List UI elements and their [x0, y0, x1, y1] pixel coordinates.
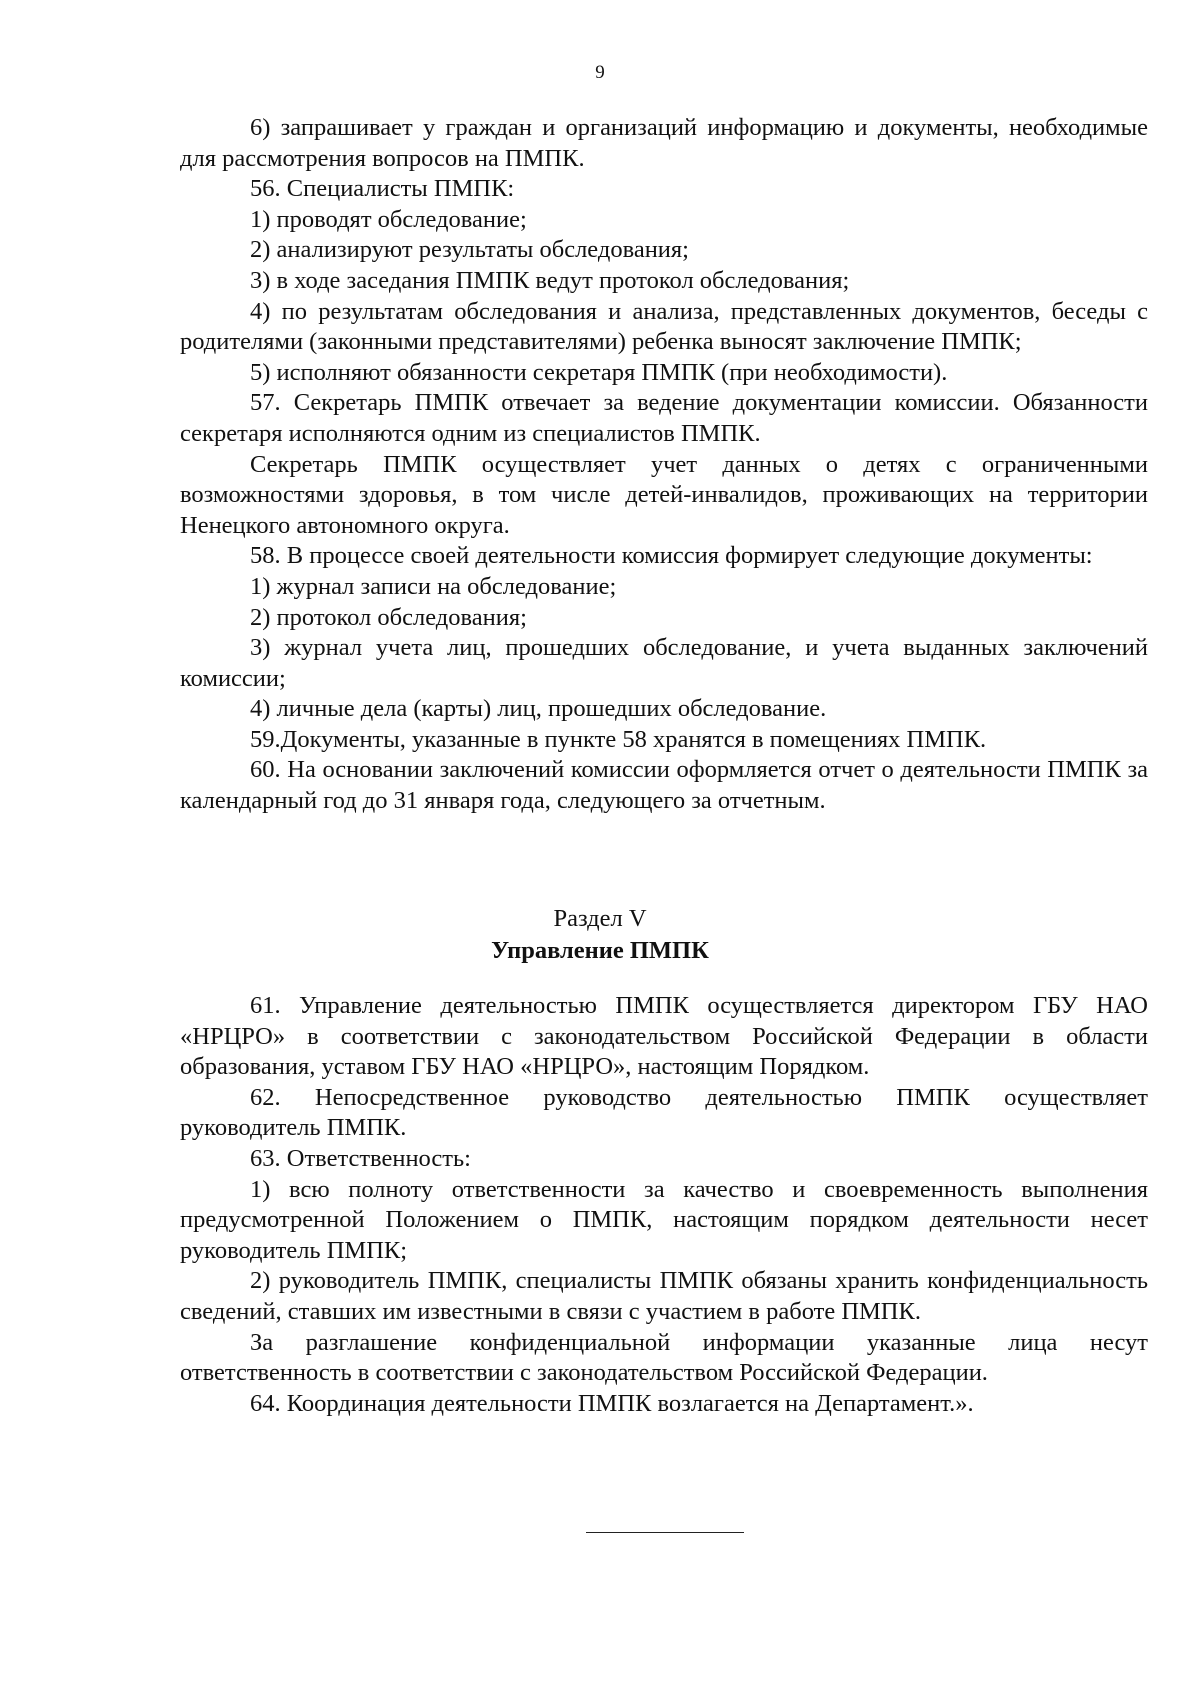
paragraph: Секретарь ПМПК осуществляет учет данных о детях с ограниченными возможностями здоровья, в том числе детей-инвалидов, проживающих на территории Ненецкого автономного округа.: [180, 450, 1148, 539]
paragraph: 3) журнал учета лиц, прошедших обследование, и учета выданных заключений комиссии;: [180, 634, 1148, 692]
section-title: Управление ПМПК: [491, 937, 709, 964]
paragraph: 1) всю полноту ответственности за качество и своевременность выполнения предусмотренной Положением о ПМПК, настоящим порядком деятельности несет руководитель ПМПК;: [180, 1175, 1148, 1264]
paragraph: 64. Координация деятельности ПМПК возлагается на Департамент.».: [250, 1389, 974, 1417]
paragraph: 57. Секретарь ПМПК отвечает за ведение документации комиссии. Обязанности секретаря исполняются одним из специалистов ПМПК.: [180, 389, 1148, 447]
section-label: Раздел V: [553, 905, 647, 932]
paragraph: 62. Непосредственное руководство деятельностью ПМПК осуществляет руководитель ПМПК.: [180, 1083, 1148, 1142]
paragraph: 4) по результатам обследования и анализа, представленных документов, беседы с родителями (законными представителями) ребенка выносят заключение ПМПК;: [180, 297, 1148, 356]
paragraph: 2) анализируют результаты обследования;: [250, 236, 689, 264]
paragraph: 5) исполняют обязанности секретаря ПМПК (при необходимости).: [250, 358, 948, 386]
paragraph: 56. Специалисты ПМПК:: [250, 175, 515, 203]
paragraph: 1) журнал записи на обследование;: [250, 572, 617, 600]
paragraph: 4) личные дела (карты) лиц, прошедших обследование.: [250, 695, 827, 723]
body-text-block-2: [180, 991, 1148, 1419]
end-of-document-rule: [586, 1532, 744, 1533]
paragraph: 2) протокол обследования;: [250, 603, 527, 631]
paragraph: 6) запрашивает у граждан и организаций информацию и документы, необходимые для рассмотрения вопросов на ПМПК.: [180, 114, 1148, 172]
paragraph: 58. В процессе своей деятельности комиссия формирует следующие документы:: [250, 542, 1093, 570]
body-text-block-1: [180, 113, 1148, 817]
paragraph: 1) проводят обследование;: [250, 205, 527, 233]
page-number: 9: [595, 62, 605, 83]
paragraph: 3) в ходе заседания ПМПК ведут протокол обследования;: [250, 266, 850, 294]
paragraph: 60. На основании заключений комиссии оформляется отчет о деятельности ПМПК за календарный год до 31 января года, следующего за отчетным.: [180, 756, 1148, 815]
paragraph: 2) руководитель ПМПК, специалисты ПМПК обязаны хранить конфиденциальность сведений, ставших им известными в связи с участием в работе ПМПК.: [180, 1267, 1148, 1325]
paragraph: 59.Документы, указанные в пункте 58 хранятся в помещениях ПМПК.: [250, 725, 987, 753]
paragraph: 63. Ответственность:: [250, 1144, 471, 1172]
paragraph: За разглашение конфиденциальной информации указанные лица несут ответственность в соответствии с законодательством Российской Федерации.: [180, 1328, 1148, 1387]
paragraph: 61. Управление деятельностью ПМПК осуществляется директором ГБУ НАО «НРЦРО» в соответствии с законодательством Российской Федерации в области образования, уставом ГБУ НАО «НРЦРО», настоящим Порядком.: [180, 992, 1148, 1081]
